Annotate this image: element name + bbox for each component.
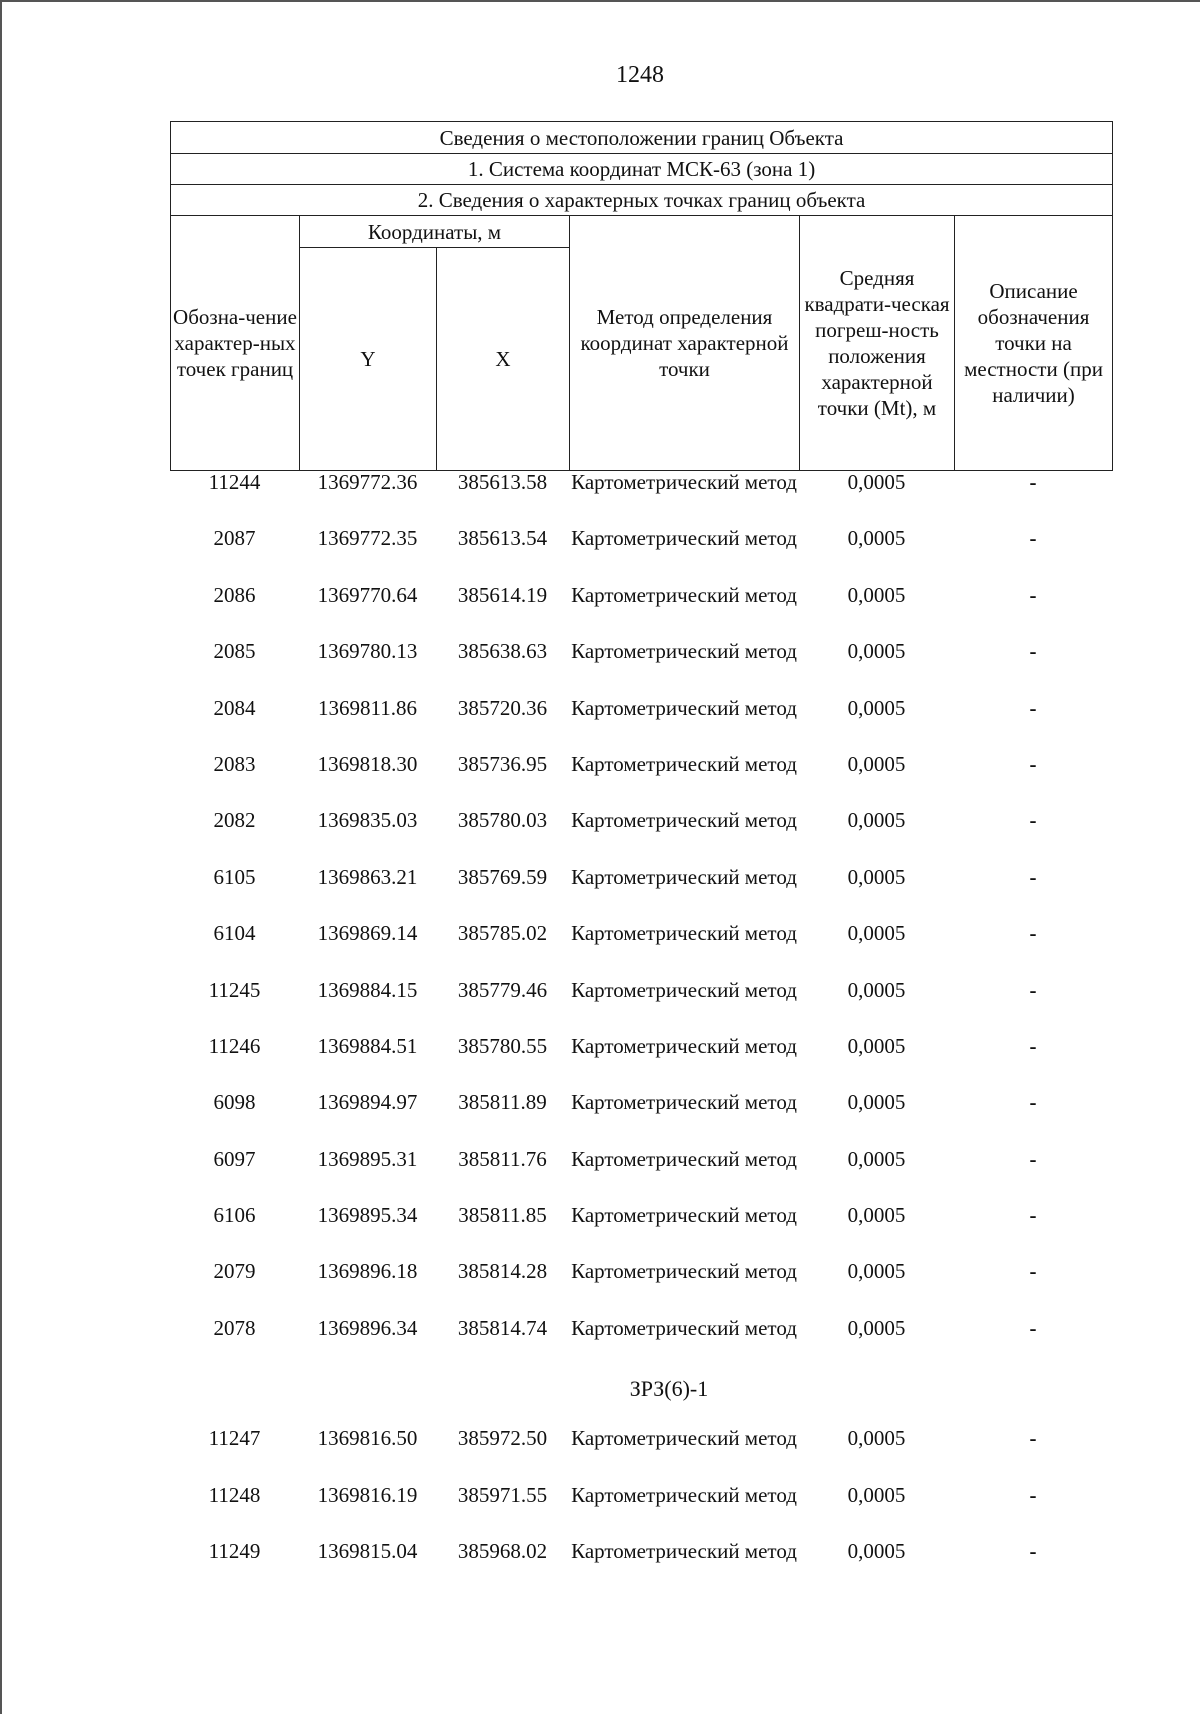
- section-label-zrz: ЗРЗ(6)-1: [629, 1376, 709, 1402]
- coordinate-x: 385613.54: [457, 526, 548, 551]
- mean-error: 0,0005: [847, 1033, 906, 1058]
- point-name: 11247: [208, 1426, 261, 1451]
- table-title: Сведения о местоположении границ Объекта: [171, 122, 1113, 154]
- method: Картометрический метод: [571, 1426, 797, 1451]
- mean-error: 0,0005: [847, 526, 906, 551]
- table-row: [170, 919, 1112, 975]
- table-row: [170, 468, 1112, 524]
- coordinate-y: 1369863.21: [317, 864, 418, 889]
- mean-error: 0,0005: [847, 1539, 906, 1564]
- table-row: [170, 637, 1112, 693]
- table-row: [170, 1088, 1112, 1144]
- point-description: -: [1029, 1033, 1037, 1058]
- coordinate-x: 385968.02: [457, 1539, 548, 1564]
- point-name: 6098: [213, 1090, 256, 1115]
- column-header-name: Обозна-чение характер-ных точек границ: [171, 216, 300, 471]
- coordinate-x: 385614.19: [457, 582, 548, 607]
- coordinate-y: 1369772.35: [317, 526, 418, 551]
- column-header-x: X: [437, 248, 570, 471]
- points-group-main: [170, 468, 1112, 1370]
- method: Картометрический метод: [571, 808, 797, 833]
- coordinate-y: 1369895.31: [317, 1146, 418, 1171]
- mean-error: 0,0005: [847, 695, 906, 720]
- point-description: -: [1029, 808, 1037, 833]
- point-description: -: [1029, 1146, 1037, 1171]
- point-description: -: [1029, 751, 1037, 776]
- coordinate-x: 385971.55: [457, 1482, 548, 1507]
- point-name: 6104: [213, 921, 256, 946]
- mean-error: 0,0005: [847, 582, 906, 607]
- coordinate-y: 1369816.19: [317, 1482, 418, 1507]
- point-description: -: [1029, 1482, 1037, 1507]
- table-row: [170, 1314, 1112, 1370]
- point-name: 6106: [213, 1203, 256, 1228]
- coordinate-y: 1369895.34: [317, 1203, 418, 1228]
- table-row: [170, 1145, 1112, 1201]
- coordinate-x: 385769.59: [457, 864, 548, 889]
- point-name: 2087: [213, 526, 256, 551]
- point-name: 11248: [208, 1482, 261, 1507]
- method: Картометрический метод: [571, 864, 797, 889]
- point-name: 6105: [213, 864, 256, 889]
- point-name: 2085: [213, 639, 256, 664]
- points-list: [170, 468, 1112, 1593]
- mean-error: 0,0005: [847, 864, 906, 889]
- mean-error: 0,0005: [847, 639, 906, 664]
- point-name: 2082: [213, 808, 256, 833]
- method: Картометрический метод: [571, 470, 797, 494]
- point-description: -: [1029, 1539, 1037, 1564]
- point-name: 11244: [208, 470, 261, 494]
- point-description: -: [1029, 1090, 1037, 1115]
- column-header-method: Метод определения координат характерной точки: [570, 216, 800, 471]
- mean-error: 0,0005: [847, 1146, 906, 1171]
- table-row: [170, 750, 1112, 806]
- point-name: 2084: [213, 695, 256, 720]
- coordinate-y: 1369811.86: [318, 695, 417, 720]
- point-description: -: [1029, 582, 1037, 607]
- table-row: [170, 1537, 1112, 1593]
- table-row: [170, 1424, 1112, 1480]
- mean-error: 0,0005: [847, 1426, 906, 1451]
- mean-error: 0,0005: [847, 1259, 906, 1284]
- coordinate-y: 1369896.34: [317, 1315, 418, 1340]
- header-table: [170, 121, 1113, 471]
- coordinate-y: 1369816.50: [317, 1426, 418, 1451]
- method: Картометрический метод: [571, 1259, 797, 1284]
- section-heading: 2. Сведения о характерных точках границ объекта: [171, 185, 1113, 216]
- table-row: [170, 581, 1112, 637]
- coordinate-x: 385736.95: [457, 751, 548, 776]
- table-row: [170, 694, 1112, 750]
- method: Картометрический метод: [571, 582, 797, 607]
- mean-error: 0,0005: [847, 1315, 906, 1340]
- coordinate-y: 1369869.14: [317, 921, 418, 946]
- page-number: 1248: [616, 62, 664, 88]
- column-header-y: Y: [300, 248, 437, 471]
- coordinate-x: 385811.76: [458, 1146, 547, 1171]
- method: Картометрический метод: [571, 1090, 797, 1115]
- point-name: 11245: [208, 977, 261, 1002]
- method: Картометрический метод: [571, 1033, 797, 1058]
- method: Картометрический метод: [571, 695, 797, 720]
- method: Картометрический метод: [571, 1203, 797, 1228]
- mean-error: 0,0005: [847, 1090, 906, 1115]
- coordinate-x: 385814.74: [457, 1315, 548, 1340]
- point-description: -: [1029, 864, 1037, 889]
- coordinate-x: 385720.36: [457, 695, 548, 720]
- point-description: -: [1029, 1315, 1037, 1340]
- coordinate-x: 385780.55: [457, 1033, 548, 1058]
- method: Картометрический метод: [571, 639, 797, 664]
- point-description: -: [1029, 695, 1037, 720]
- mean-error: 0,0005: [847, 921, 906, 946]
- method: Картометрический метод: [571, 751, 797, 776]
- coordinate-x: 385779.46: [457, 977, 548, 1002]
- point-name: 2078: [213, 1315, 256, 1340]
- coordinate-x: 385811.89: [458, 1090, 547, 1115]
- coordinate-y: 1369896.18: [317, 1259, 418, 1284]
- coordinate-x: 385811.85: [458, 1203, 547, 1228]
- mean-error: 0,0005: [847, 808, 906, 833]
- coordinate-y: 1369835.03: [317, 808, 418, 833]
- point-name: 2086: [213, 582, 256, 607]
- table-row: [170, 863, 1112, 919]
- mean-error: 0,0005: [847, 1203, 906, 1228]
- page-border-left: [0, 0, 4, 1714]
- point-name: 2079: [213, 1259, 256, 1284]
- method: Картометрический метод: [571, 977, 797, 1002]
- coordinate-y: 1369780.13: [317, 639, 418, 664]
- point-name: 11246: [208, 1033, 261, 1058]
- table-row: [170, 806, 1112, 862]
- page-border-top: [0, 0, 1200, 4]
- method: Картометрический метод: [571, 1539, 797, 1564]
- coordinate-x: 385613.58: [457, 470, 548, 494]
- table-row: [170, 976, 1112, 1032]
- coordinate-x: 385814.28: [457, 1259, 548, 1284]
- point-description: -: [1029, 1259, 1037, 1284]
- method: Картометрический метод: [571, 1482, 797, 1507]
- coordinate-x: 385785.02: [457, 921, 548, 946]
- table-row: [170, 1201, 1112, 1257]
- table-row: [170, 1481, 1112, 1537]
- column-header-error: Средняя квадрати-ческая погреш-ность положения характерной точки (Mt), м: [800, 216, 955, 471]
- mean-error: 0,0005: [847, 751, 906, 776]
- point-description: -: [1029, 639, 1037, 664]
- point-description: -: [1029, 526, 1037, 551]
- mean-error: 0,0005: [847, 977, 906, 1002]
- point-name: 6097: [213, 1146, 256, 1171]
- point-description: -: [1029, 1426, 1037, 1451]
- coordinate-y: 1369894.97: [317, 1090, 418, 1115]
- coordinate-y: 1369884.51: [317, 1033, 418, 1058]
- table-row: [170, 524, 1112, 580]
- point-description: -: [1029, 921, 1037, 946]
- coordinate-y: 1369818.30: [317, 751, 418, 776]
- method: Картометрический метод: [571, 1146, 797, 1171]
- point-description: -: [1029, 1203, 1037, 1228]
- column-header-coordinates: Координаты, м: [300, 216, 570, 248]
- point-description: -: [1029, 470, 1037, 494]
- coordinate-y: 1369884.15: [317, 977, 418, 1002]
- coordinate-y: 1369770.64: [317, 582, 418, 607]
- mean-error: 0,0005: [847, 470, 906, 494]
- point-name: 11249: [208, 1539, 261, 1564]
- coordinate-y: 1369772.36: [317, 470, 418, 494]
- table-row: [170, 1032, 1112, 1088]
- coordinate-y: 1369815.04: [317, 1539, 418, 1564]
- point-name: 2083: [213, 751, 256, 776]
- coordinate-x: 385972.50: [457, 1426, 548, 1451]
- method: Картометрический метод: [571, 921, 797, 946]
- coordinate-system: 1. Система координат МСК-63 (зона 1): [171, 154, 1113, 185]
- method: Картометрический метод: [571, 1315, 797, 1340]
- table-row: [170, 1257, 1112, 1313]
- mean-error: 0,0005: [847, 1482, 906, 1507]
- points-group-zrz: [170, 1424, 1112, 1593]
- point-description: -: [1029, 977, 1037, 1002]
- method: Картометрический метод: [571, 526, 797, 551]
- column-header-description: Описание обозначения точки на местности (при наличии): [955, 216, 1113, 471]
- coordinate-x: 385638.63: [457, 639, 548, 664]
- coordinate-x: 385780.03: [457, 808, 548, 833]
